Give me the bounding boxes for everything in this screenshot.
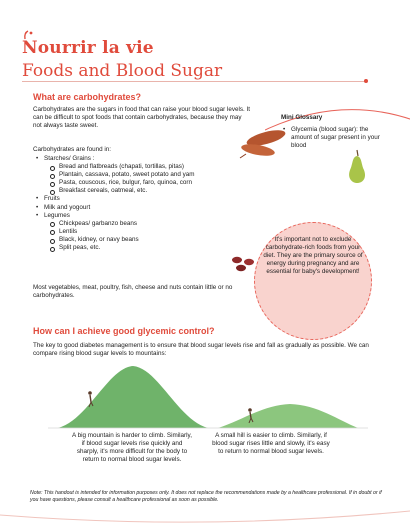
source-subitem: Lentils [44,228,255,236]
source-subitem: Pasta, couscous, rice, bulgur, faro, quinoa, corn [44,179,255,187]
mini-glossary [281,114,391,150]
carbohydrates-intro: Carbohydrates are the sugars in food that can raise your blood sugar levels. It can be difficult to spot foods that contain carbohydrates, because they may not always taste sweet. [33,106,251,129]
source-subitem: Split peas, etc. [44,244,255,252]
disclaimer-footer: Note: This handout is intended for information purposes only. It does not replace the recommendations made by a healthcare professional. If in doubt or if you have questions, please consult a healthcare professional as soon as possible. [30,490,382,503]
footer-arc [0,505,410,527]
source-subitem: Breakfast cereals, oatmeal, etc. [44,187,255,195]
carbohydrates-closing: Most vegetables, meat, poultry, fish, cheese and nuts contain little or no carbohydrates. [33,284,233,299]
source-subitem: Black, kidney, or navy beans [44,236,255,244]
source-subitem: Plantain, cassava, potato, sweet potato and yam [44,171,255,179]
small-hill [218,404,358,428]
source-subitem: Bread and flatbreads (chapati, tortillas, pitas) [44,163,255,171]
found-in-label: Carbohydrates are found in: [33,146,112,153]
sweet-potato-icon [238,128,288,162]
source-item-label: Fruits [44,195,60,203]
title-divider [22,81,366,82]
mountains-illustration [38,360,378,430]
big-mountain-caption: A big mountain is harder to climb. Similarly, if blood sugar levels rise quickly and sharply, it's more difficult for the body to return to normal blood sugar levels. [72,432,192,463]
glycemic-intro: The key to good diabetes management is to ensure that blood sugar levels rise and fall as gradually as possible. We can compare rising blood sugar levels to mountains: [33,342,369,357]
source-item [35,195,255,203]
source-item [35,212,255,252]
glossary-heading: Mini Glossary [281,114,323,121]
pear-icon [346,148,368,184]
section-heading-carbohydrates: What are carbohydrates? [33,92,142,102]
source-item-label: Milk and yogourt [44,203,91,211]
page-title: Foods and Blood Sugar [22,61,223,81]
source-item-label: Legumes [44,211,70,219]
divider-dot [364,79,368,83]
small-hill-caption: A small hill is easier to climb. Similarly, if blood sugar rises little and slowly, it's easy to return to normal blood sugar levels. [212,432,330,455]
brand-logo: Nourrir la vie [22,38,154,58]
source-subitem: Chickpeas/ garbanzo beans [44,220,255,228]
source-item [35,155,255,195]
callout-text: It's important not to exclude carbohydrate-rich foods from your diet. They are the primary source of energy during pregnancy and are essential for baby's development! [263,236,363,275]
source-item [35,204,255,212]
big-mountain [58,366,208,428]
carbohydrate-sources-list [35,155,255,252]
glossary-item: • Glycemia (blood sugar): the amount of sugar present in your blood [281,126,391,150]
source-item-label: Starches/ Grains : [44,155,95,162]
section-heading-glycemic-control: How can I achieve good glycemic control? [33,326,215,336]
